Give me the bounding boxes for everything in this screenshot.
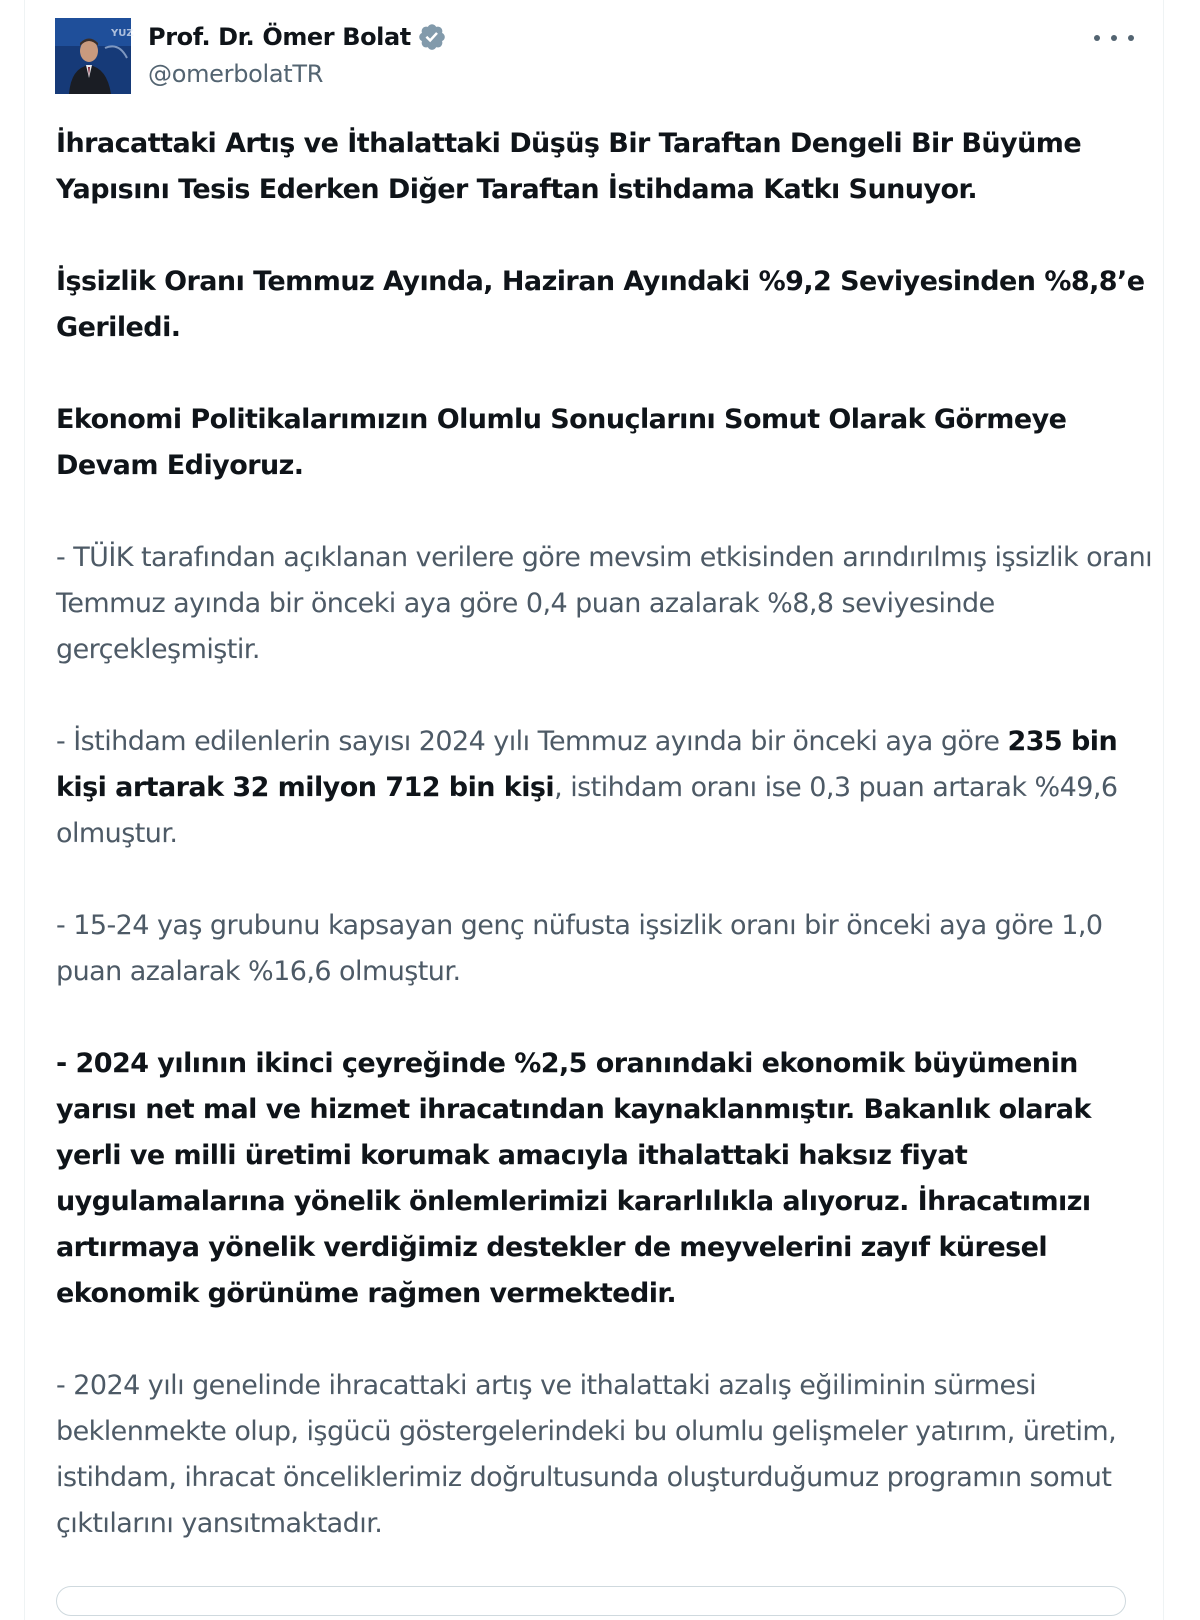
author-handle[interactable]: @omerbolatTR [148, 60, 324, 88]
tweet-paragraph-5: - 2024 yılı genelinde ihracattaki artış ve ithalattaki azalış eğiliminin sürmesi beklenmekte olup, işgücü göstergelerindeki bu olumlu gelişmeler yatırım, üretim, istihdam, ihracat önceliklerimiz doğrultusunda oluşturduğumuz programın somut çıktılarını yansıtmaktadır. [56, 1370, 1117, 1539]
tweet-paragraph-4-bold: 2024 yılının ikinci çeyreğinde %2,5 oranındaki ekonomik büyümenin yarısı net mal ve hizmet ihracatından kaynaklanmıştır. Bakanlık olarak yerli ve milli üretimi korumak amacıyla ithalattaki haksız fiyat uygulamalarına yönelik önlemlerimizi kararlılıkla alıyoruz. İhracatımızı artırmaya yönelik verdiğimiz destekler de meyvelerini zayıf küresel ekonomik görünüme rağmen vermektedir. [56, 1048, 1091, 1309]
tweet-paragraph-2-part-c: , istihdam oranı ise 0,3 puan artarak %49,6 olmuştur. [56, 772, 1118, 849]
tweet-paragraph-2-part-a: - İstihdam edilenlerin sayısı 2024 yılı Temmuz ayında bir önceki aya göre [56, 726, 1008, 757]
author-name[interactable]: Prof. Dr. Ömer Bolat [148, 23, 411, 51]
more-options-icon[interactable] [1094, 26, 1134, 50]
avatar[interactable] [55, 18, 134, 94]
tweet-text [56, 121, 1156, 1593]
tweet-headline-3: Ekonomi Politikalarımızın Olumlu Sonuçlarını Somut Olarak Görmeye Devam Ediyoruz. [56, 404, 1067, 481]
quoted-media-card[interactable] [56, 1586, 1126, 1616]
tweet-paragraph-3: - 15-24 yaş grubunu kapsayan genç nüfusta işsizlik oranı bir önceki aya göre 1,0 puan azalarak %16,6 olmuştur. [56, 910, 1103, 987]
tweet-paragraph-2-bold: 235 bin kişi artarak 32 milyon 712 bin kişi [56, 726, 1118, 803]
author-name-row[interactable] [148, 20, 447, 54]
tweet-headline-1: İhracattaki Artış ve İthalattaki Düşüş Bir Taraftan Dengeli Bir Büyüme Yapısını Tesis Ederken Diğer Taraftan İstihdama Katkı Sunuyor. [56, 128, 1082, 205]
svg-text:YUZ: YUZ [111, 28, 134, 39]
tweet-paragraph-4 [56, 1041, 1156, 1317]
tweet-paragraph-2 [56, 719, 1156, 857]
tweet-paragraph-1: - TÜİK tarafından açıklanan verilere göre mevsim etkisinden arındırılmış işsizlik oranı Temmuz ayında bir önceki aya göre 0,4 puan azalarak %8,8 seviyesinde gerçekleşmiştir. [56, 542, 1153, 665]
tweet-headline-2: İşsizlik Oranı Temmuz Ayında, Haziran Ayındaki %9,2 Seviyesinden %8,8’e Geriledi. [56, 266, 1145, 343]
avatar-image [55, 18, 134, 94]
tweet-paragraph-4-dash: - [56, 1048, 76, 1079]
verified-badge-icon [417, 22, 447, 52]
